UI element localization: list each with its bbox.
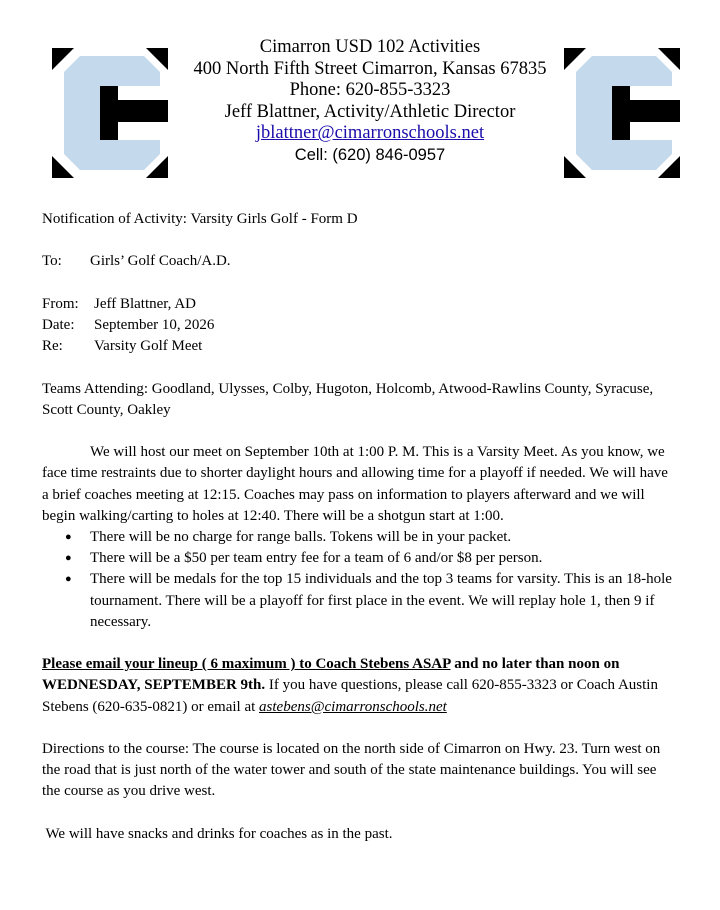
to-line [42, 251, 672, 272]
to-value: Girls’ Golf Coach/A.D. [90, 253, 231, 270]
intro-text: We will host our meet on September 10th at 1:00 P. M. This is a Varsity Meet. As you know, we face time restraints due to shorter daylight hours and allowing time for a playoff if needed. We will have a brief coaches meeting at 12:15. Coaches may pass on information to players afterward and we will begin walking/carting to holes at 12:40. There will be a shotgun start at 1:00. [42, 444, 668, 524]
re-value: Varsity Golf Meet [94, 338, 203, 355]
director-email-link[interactable]: jblattner@cimarronschools.net [255, 123, 485, 144]
bullet-item: ● There will be a $50 per team entry fee for a team of 6 and/or $8 per person. [42, 548, 672, 569]
memo-body [42, 209, 672, 845]
lineup-deadline-date: WEDNESDAY, SEPTEMBER 9th. [42, 677, 266, 694]
date-line [42, 315, 672, 336]
from-value: Jeff Blattner, AD [94, 295, 197, 312]
lineup-request: Please email your lineup ( 6 maximum ) to Coach Stebens ASAP [42, 656, 451, 673]
lineup-paragraph [42, 654, 672, 718]
date-value: September 10, 2026 [94, 316, 215, 333]
lineup-contact: If you have questions, please call 620-855-3323 or Coach Austin Stebens (620-635-0821) or email at [42, 677, 658, 715]
bullet-item: ● There will be no charge for range balls. Tokens will be in your packet. [42, 527, 672, 548]
c-logo-left [52, 48, 168, 178]
director-name: Jeff Blattner, Activity/Athletic Director [224, 101, 516, 122]
re-line [42, 336, 672, 357]
to-label: To: [42, 253, 62, 270]
director-cell: Cell: (620) 846-0957 [294, 145, 446, 164]
intro-paragraph [42, 442, 672, 527]
notification-line: Notification of Activity: Varsity Girls Golf - Form D [42, 211, 358, 227]
from-label: From: [42, 295, 79, 312]
org-phone: Phone: 620-855-3323 [289, 80, 451, 101]
from-line [42, 294, 672, 315]
teams-attending: Teams Attending: Goodland, Ulysses, Colby, Hugoton, Holcomb, Atwood-Rawlins County, Syracuse, Scott County, Oakley [42, 380, 654, 418]
snacks-line: We will have snacks and drinks for coaches as in the past. [42, 825, 393, 842]
org-address: 400 North Fifth Street Cimarron, Kansas 67835 [193, 58, 547, 79]
c-logo-right [564, 48, 680, 178]
lineup-deadline: and no later than noon on [450, 656, 620, 673]
date-label: Date: [42, 316, 75, 333]
letterhead [180, 37, 560, 167]
org-name: Cimarron USD 102 Activities [259, 37, 481, 57]
info-bullets [42, 527, 672, 633]
directions-paragraph: Directions to the course: The course is located on the north side of Cimarron on Hwy. 23. Turn west on the road that is just north of the water tower and south of the state maintenance buildings. You will see the course as you drive west. [42, 740, 661, 800]
bullet-item: ● There will be medals for the top 15 individuals and the top 3 teams for varsity. This is an 18-hole tournament. There will be a playoff for first place in the event. We will replay hole 1, then 9 if necessary. [42, 569, 672, 633]
coach-email-link[interactable]: astebens@cimarronschools.net [259, 698, 447, 715]
re-label: Re: [42, 338, 63, 355]
